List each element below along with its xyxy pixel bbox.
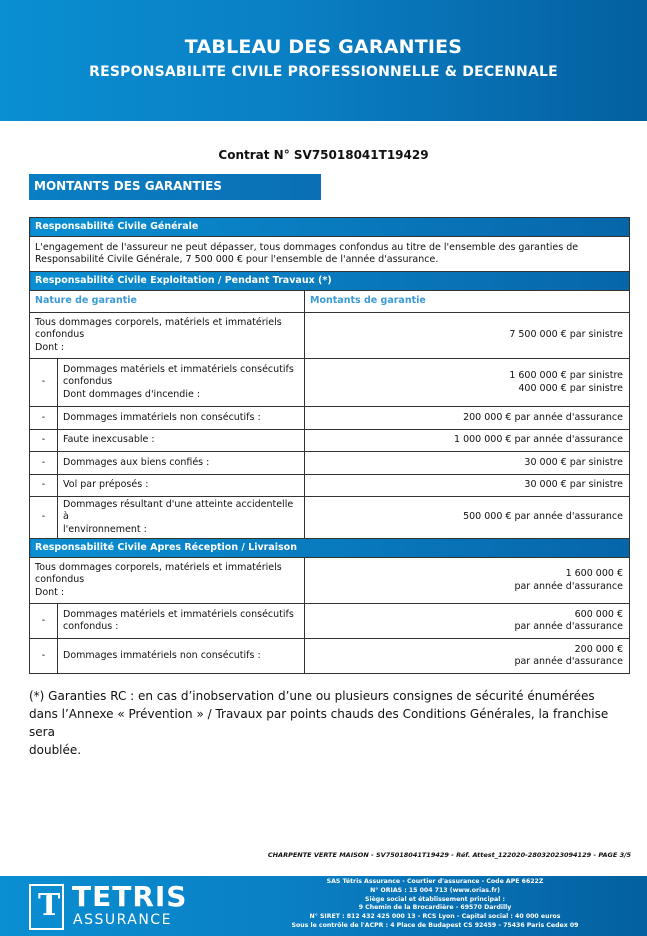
guarantees-table: [29, 217, 630, 674]
brand-name: TETRIS: [72, 880, 188, 913]
amount-line: 200 000 €: [574, 643, 623, 655]
table-row: [30, 497, 630, 539]
page-reference: CHARPENTE VERTE MAISON - SV75018041T19429 - Réf. Attest_122020-28032023094129 - PAGE 3/5: [267, 851, 631, 859]
table-row: [30, 407, 630, 430]
logo-letter: T: [38, 888, 61, 923]
dash-cell: -: [30, 407, 58, 430]
nature-cell: [58, 604, 305, 639]
nature-cell: [58, 359, 305, 407]
dash-cell: -: [30, 430, 58, 452]
legal-line: N° ORIAS : 15 004 713 (www.orias.fr): [370, 886, 500, 894]
column-header-montants: Montants de garantie: [305, 291, 630, 313]
section-row-rc-exploitation: [30, 272, 630, 291]
table-row: [30, 359, 630, 407]
page-header: [0, 0, 647, 121]
page-title: TABLEAU DES GARANTIES: [184, 36, 463, 58]
amount-cell: 200 000 € par année d'assurance: [305, 407, 630, 430]
footnote-line: dans l’Annexe « Prévention » / Travaux par points chauds des Conditions Générales, la franchise sera: [29, 707, 609, 739]
tetris-logo-icon: [29, 884, 64, 930]
nature-line: Dommages matériels et immatériels consécutifs: [63, 363, 294, 375]
nature-line: Dommages résultant d'une atteinte accidentelle à: [63, 499, 294, 523]
amount-cell: 7 500 000 € par sinistre: [305, 313, 630, 359]
amount-line: par année d'assurance: [514, 621, 623, 633]
nature-cell: [58, 497, 305, 539]
rc-generale-text: L'engagement de l'assureur ne peut dépasser, tous dommages confondus au titre de l'ensemble des garanties de Responsabilité Civile Générale, 7 500 000 € pour l'ensemble de l'année d'assurance.: [30, 237, 630, 272]
dash-cell: -: [30, 359, 58, 407]
amount-cell: 30 000 € par sinistre: [305, 452, 630, 475]
table-row: [30, 558, 630, 604]
nature-line: Tous dommages corporels, matériels et immatériels: [35, 562, 282, 574]
nature-line: confondus: [35, 329, 85, 341]
nature-line: Dont :: [35, 341, 65, 353]
section-row-rc-apres: [30, 539, 630, 558]
amount-cell: [305, 639, 630, 674]
amount-cell: [305, 558, 630, 604]
amount-cell: [305, 604, 630, 639]
amount-cell: [305, 359, 630, 407]
amount-line: 600 000 €: [574, 608, 623, 620]
nature-cell: [30, 313, 305, 359]
amount-line: 1 600 000 €: [565, 568, 623, 580]
section-title: MONTANTS DES GARANTIES: [29, 174, 321, 200]
section-row-rc-generale: [30, 218, 630, 237]
dash-cell: -: [30, 497, 58, 539]
nature-cell: Dommages aux biens confiés :: [58, 452, 305, 475]
dash-cell: -: [30, 452, 58, 475]
dash-cell: -: [30, 639, 58, 674]
nature-cell: Faute inexcusable :: [58, 430, 305, 452]
table-row: [30, 313, 630, 359]
table-row: [30, 604, 630, 639]
page-subtitle: RESPONSABILITE CIVILE PROFESSIONNELLE & DECENNALE: [89, 64, 558, 80]
legal-line: N° SIRET : 812 432 425 000 13 - RCS Lyon - Capital social : 40 000 euros: [309, 913, 561, 921]
nature-line: confondus :: [63, 621, 119, 633]
table-row: [30, 452, 630, 475]
page-footer: [0, 876, 647, 936]
nature-cell: Vol par préposés :: [58, 475, 305, 497]
nature-line: confondus: [35, 574, 85, 586]
nature-line: confondus: [63, 376, 113, 388]
amount-line: par année d'assurance: [514, 656, 623, 668]
nature-line: Dommages matériels et immatériels consécutifs: [63, 608, 294, 620]
amount-line: 1 600 000 € par sinistre: [509, 370, 623, 382]
table-row: [30, 475, 630, 497]
brand-subtitle: ASSURANCE: [73, 912, 172, 928]
amount-cell: 500 000 € par année d'assurance: [305, 497, 630, 539]
legal-line: Siège social et établissement principal :: [365, 895, 505, 903]
footnote-line: (*) Garanties RC : en cas d’inobservation d’une ou plusieurs consignes de sécurité énumérées: [29, 689, 595, 703]
legal-line: 9 Chemin de la Brocardière - 69570 Dardilly: [358, 904, 512, 912]
table-row: [30, 430, 630, 452]
footnote-line: doublée.: [29, 743, 82, 757]
legal-line: SAS Tétris Assurance - Courtier d'assurance - Code APE 6622Z: [326, 878, 544, 885]
nature-line: l'environnement :: [63, 523, 147, 535]
amount-cell: 1 000 000 € par année d'assurance: [305, 430, 630, 452]
amount-line: 400 000 € par sinistre: [518, 382, 623, 394]
legal-line: Sous le contrôle de l'ACPR : 4 Place de Budapest CS 92459 - 75436 Paris Cedex 09: [291, 921, 579, 929]
nature-cell: Dommages immatériels non consécutifs :: [58, 639, 305, 674]
table-row: [30, 639, 630, 674]
nature-line: Tous dommages corporels, matériels et immatériels: [35, 316, 282, 328]
nature-line: Dont dommages d'incendie :: [63, 388, 201, 400]
rc-exploitation-title: Responsabilité Civile Exploitation / Pendant Travaux (*): [30, 272, 630, 291]
nature-cell: Dommages immatériels non consécutifs :: [58, 407, 305, 430]
nature-cell: [30, 558, 305, 604]
rc-generale-row: [30, 237, 630, 272]
amount-line: par année d'assurance: [514, 580, 623, 592]
legal-info: [270, 878, 600, 931]
contract-number: Contrat N° SV75018041T19429: [218, 148, 429, 162]
footnote: [29, 687, 619, 759]
column-header-nature: Nature de garantie: [30, 291, 305, 313]
nature-line: Dont :: [35, 586, 65, 598]
amount-cell: 30 000 € par sinistre: [305, 475, 630, 497]
rc-apres-title: Responsabilité Civile Apres Réception / Livraison: [30, 539, 630, 558]
column-header-row: [30, 291, 630, 313]
dash-cell: -: [30, 475, 58, 497]
rc-generale-title: Responsabilité Civile Générale: [30, 218, 630, 237]
dash-cell: -: [30, 604, 58, 639]
